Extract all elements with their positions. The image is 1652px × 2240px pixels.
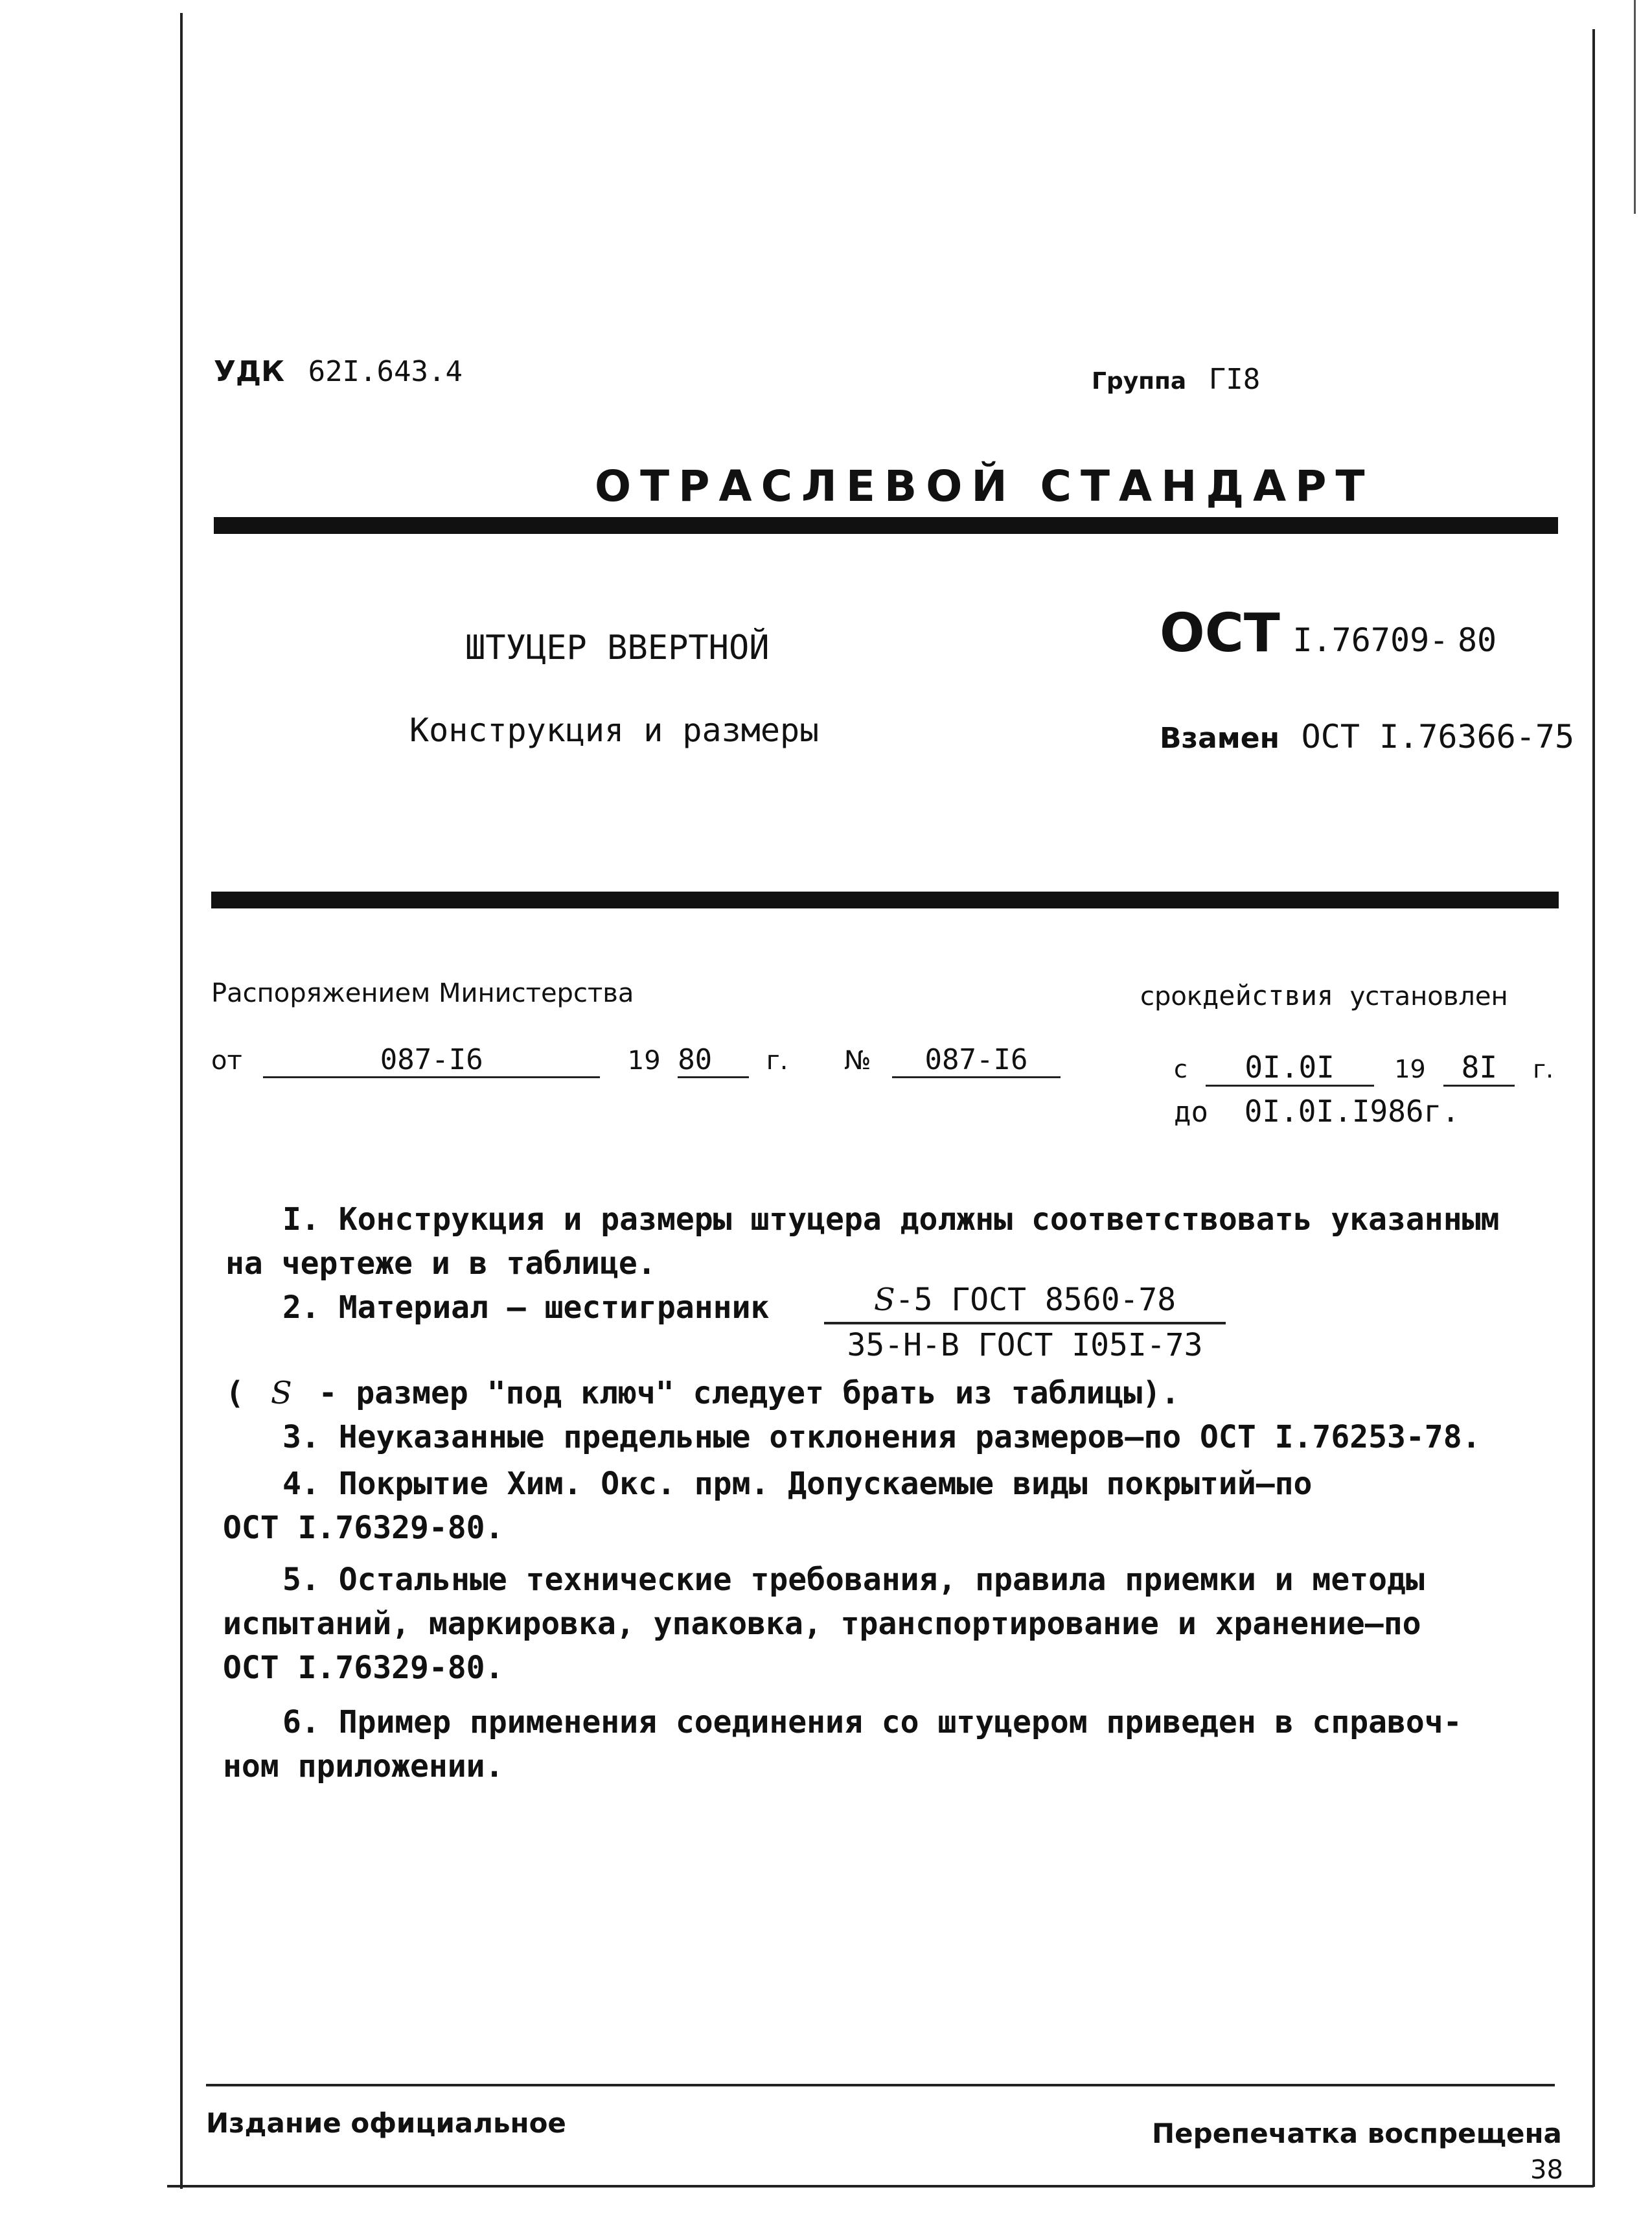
item-4-line-1: 4. Покрытие Хим. Окс. прм. Допускаемые виды покрытий–по [282,1466,1313,1502]
validity-prefix: срок [1140,982,1203,1011]
replaces-value: ОСТ I.76366-75 [1301,718,1575,756]
replaces-label: Взамен [1160,722,1280,755]
material-symbol: S [873,1282,895,1318]
by-order-label: Распоряжением Министерства [211,978,634,1008]
validity-suffix: установлен [1349,982,1508,1011]
year-prefix: 19 [627,1046,661,1076]
udk-value: 62I.643.4 [308,355,463,388]
ost-prefix: ОСТ [1160,603,1280,664]
reprint-prohibited: Перепечатка воспрещена [1152,2118,1562,2149]
product-subtitle: Конструкция и размеры [409,711,820,749]
until-label: до [1174,1096,1208,1129]
page-number: 38 [1530,2155,1563,2185]
since-date: 0I.0I [1206,1050,1374,1087]
product-name: ШТУЦЕР ВВЕРТНОЙ [465,629,770,667]
from-label: от [211,1046,242,1076]
official-edition: Издание официальное [206,2107,566,2139]
item-6-line-2: ном приложении. [223,1748,504,1784]
since-year-suffix: г. [1533,1055,1554,1083]
validity-since [1174,1050,1554,1087]
item-4-line-2: ОСТ I.76329-80. [223,1510,504,1546]
ost-number: I.76709- [1292,621,1449,659]
group-value: ГI8 [1208,363,1261,396]
item-3: 3. Неуказанные предельные отклонения размеров–по ОСТ I.76253-78. [282,1419,1481,1455]
item-2-lead: 2. Материал – шестигранник [282,1289,770,1326]
order-date [211,1043,1061,1078]
page-title: ОТРАСЛЕВОЙ СТАНДАРТ [595,461,1374,511]
middle-thick-rule [211,892,1559,908]
since-year-prefix: 19 [1394,1055,1426,1083]
year-value: 80 [678,1043,749,1078]
number-label: № [843,1046,871,1076]
since-label: с [1174,1055,1187,1083]
footer-rule [206,2084,1555,2086]
frame-bottom-border [167,2185,1594,2188]
note-text: - размер "под ключ" следует брать из таблицы). [318,1375,1180,1411]
validity-mid: действия [1202,980,1334,1011]
frame-left-border [180,13,183,2189]
item-6-line-1: 6. Пример применения соединения со штуцером приведен в справоч- [282,1704,1462,1740]
material-numerator-text: -5 ГОСТ 8560-78 [895,1282,1176,1318]
frame-right-border [1592,29,1595,2187]
note-symbol: S [270,1375,292,1411]
material-denominator: 35-Н-В ГОСТ I05I-73 [847,1327,1203,1363]
group [1092,363,1260,396]
validity-heading [1140,980,1508,1011]
top-thick-rule [214,517,1558,534]
udk-label: УДК [214,355,285,388]
item-5-line-2: испытаний, маркировка, упаковка, транспортирование и хранение–по [223,1606,1421,1642]
udk [214,355,463,388]
item-1-line-1: I. Конструкция и размеры штуцера должны соответствовать указанным [282,1201,1500,1238]
validity-until [1174,1094,1460,1129]
item-2-note [225,1375,1180,1411]
number-value: 087-I6 [892,1043,1061,1078]
since-year: 8I [1443,1050,1515,1087]
until-date: 0I.0I.I986г. [1244,1094,1460,1129]
year-suffix: г. [766,1046,788,1076]
scan-edge-line [1634,0,1636,214]
note-open-paren: ( [225,1375,244,1411]
ost-year: 80 [1457,621,1497,659]
from-value: 087-I6 [263,1043,600,1078]
item-5-line-3: ОСТ I.76329-80. [223,1650,504,1686]
replaces [1160,718,1574,756]
item-5-line-1: 5. Остальные технические требования, правила приемки и методы [282,1562,1425,1598]
item-1-line-2: на чертеже и в таблице. [225,1245,656,1282]
material-numerator [824,1282,1226,1324]
group-label: Группа [1092,368,1187,395]
ost-designation [1160,603,1497,664]
